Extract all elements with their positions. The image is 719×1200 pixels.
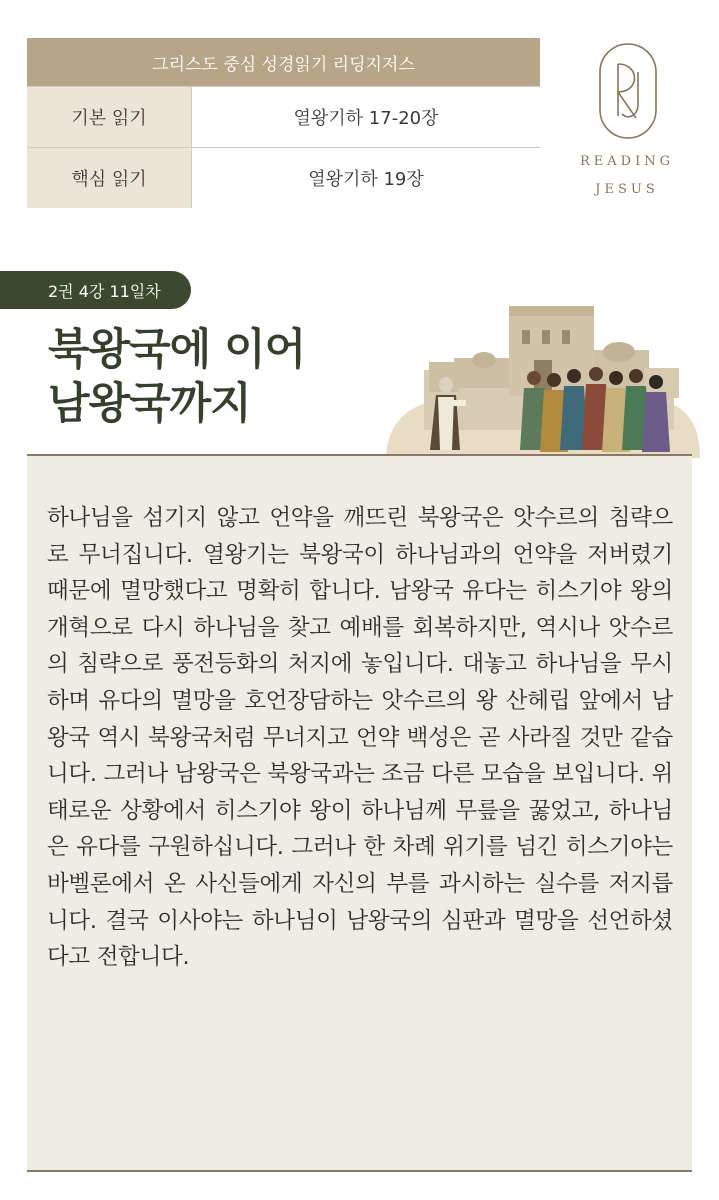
logo-text-reading: READING [580,154,674,169]
reading-plan-table [27,38,540,207]
logo-text-jesus: JESUS [595,182,659,197]
title-line-2: 남왕국까지 [48,379,251,429]
title-line-1: 북왕국에 이어 [48,325,306,375]
plan-row-value: 열왕기하 17-20장 [192,87,540,147]
rj-monogram-icon [598,42,658,140]
page-title [48,323,388,431]
content-panel [27,454,692,1172]
reading-jesus-logo [572,42,682,212]
plan-row-basic [27,86,540,147]
plan-row-core [27,147,540,208]
plan-row-label: 핵심 읽기 [27,148,192,208]
city-crowd-illustration [384,300,702,458]
plan-row-value: 열왕기하 19장 [192,148,540,208]
plan-header: 그리스도 중심 성경읽기 리딩지저스 [27,38,540,86]
episode-badge: 2권 4강 11일차 [0,271,191,309]
body-text: 하나님을 섬기지 않고 언약을 깨뜨린 북왕국은 앗수르의 침략으로 무너집니다. 열왕기는 북왕국이 하나님과의 언약을 저버렸기 때문에 멸망했다고 명확히 합니다. 남왕국 유다는 히스기야 왕의 개혁으로 다시 하나님을 찾고 예배를 회복하지만, 역시나 앗수르의 침략으로 풍전등화의 처지에 놓입니다. 대놓고 하나님을 무시하며 유다의 멸망을 호언장담하는 앗수르의 왕 산헤립 앞에서 남왕국 역시 북왕국처럼 무너지고 언약 백성은 곧 사라질 것만 같습니다. 그러나 남왕국은 북왕국과는 조금 다른 모습을 보입니다. 위태로운 상황에서 히스기야 왕이 하나님께 무릎을 꿇었고, 하나님은 유다를 구원하십니다. 그러나 한 차례 위기를 넘긴 히스기야는 바벨론에서 온 사신들에게 자신의 부를 과시하는 실수를 저지릅니다. 결국 이사야는 하나님이 남왕국의 심판과 멸망을 선언하셨다고 전합니다. [47,505,673,971]
plan-row-label: 기본 읽기 [27,87,192,147]
